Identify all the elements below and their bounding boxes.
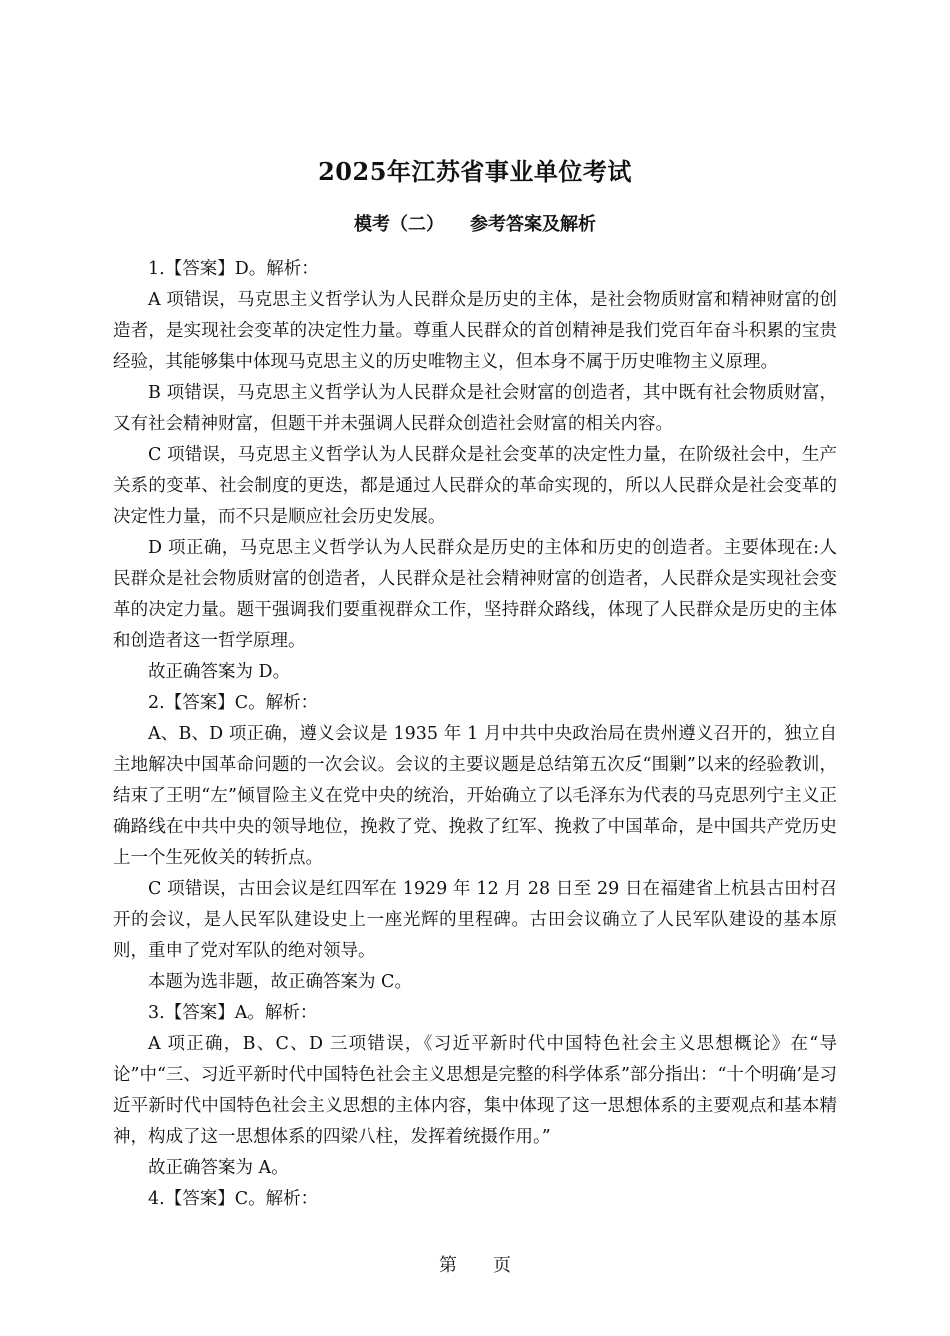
question-2-option-abd: A、B、D 项正确，遵义会议是 1935 年 1 月中共中央政治局在贵州遵义召开的，独立自主地解决中国革命问题的一次会议。会议的主要议题是总结第五次反“围剿”以来的经验教训，结束了王明“左”倾冒险主义在党中央的统治，开始确立了以毛泽东为代表的马克思列宁主义正确路线在中共中央的领导地位，挽救了党、挽救了红军、挽救了中国革命，是中国共产党历史上一个生死攸关的转折点。	[113, 724, 837, 868]
document-title: 2025年江苏省事业单位考试	[318, 157, 632, 186]
question-1-option-a: A 项错误，马克思主义哲学认为人民群众是历史的主体，是社会物质财富和精神财富的创造者，是实现社会变革的决定性力量。尊重人民群众的首创精神是我们党百年奋斗积累的宝贵经验，其能够集中体现马克思主义的历史唯物主义，但本身不属于历史唯物主义原理。	[113, 290, 837, 372]
footer-page-prefix: 第	[439, 1255, 457, 1276]
question-3-header: 3.【答案】A。解析：	[148, 1003, 318, 1023]
question-1-option-b: B 项错误，马克思主义哲学认为人民群众是社会财富的创造者，其中既有社会物质财富，又有社会精神财富，但题干并未强调人民群众创造社会财富的相关内容。	[113, 383, 837, 434]
answer-content	[113, 254, 837, 1215]
question-3-explanation: A 项正确，B、C、D 三项错误，《习近平新时代中国特色社会主义思想概论》在“导论”中“三、习近平新时代中国特色社会主义思想是完整的科学体系”部分指出：“十个明确’是习近平新时代中国特色社会主义思想的主体内容，集中体现了这一思想体系的主要观点和基本精神，构成了这一思想体系的四梁八柱，发挥着统摄作用。”	[113, 1034, 837, 1147]
question-1-option-c: C 项错误，马克思主义哲学认为人民群众是社会变革的决定性力量，在阶级社会中，生产关系的变革、社会制度的更迭，都是通过人民群众的革命实现的，所以人民群众是社会变革的决定性力量，而不只是顺应社会历史发展。	[113, 445, 837, 527]
question-4-header: 4.【答案】C。解析：	[148, 1189, 319, 1209]
question-2-conclusion: 本题为选非题，故正确答案为 C。	[148, 972, 412, 992]
subtitle-answer-label: 参考答案及解析	[470, 214, 596, 235]
question-2-header: 2.【答案】C。解析：	[148, 693, 319, 713]
question-3-conclusion: 故正确答案为 A。	[148, 1158, 289, 1178]
document-subtitle	[0, 210, 950, 236]
footer-page-suffix: 页	[493, 1255, 511, 1276]
question-1-conclusion: 故正确答案为 D。	[148, 662, 291, 682]
question-1-option-d: D 项正确，马克思主义哲学认为人民群众是历史的主体和历史的创造者。主要体现在:人民群众是社会物质财富的创造者，人民群众是社会精神财富的创造者，人民群众是实现社会变革的决定力量。题干强调我们要重视群众工作，坚持群众路线，体现了人民群众是历史的主体和创造者这一哲学原理。	[113, 538, 837, 651]
question-2-option-c: C 项错误，古田会议是红四军在 1929 年 12 月 28 日至 29 日在福建省上杭县古田村召开的会议，是人民军队建设史上一座光辉的里程碑。古田会议确立了人民军队建设的基本原则，重申了党对军队的绝对领导。	[113, 879, 837, 961]
page-footer	[0, 1251, 950, 1277]
subtitle-exam-name: 模考（二）	[354, 214, 444, 235]
question-1-header: 1.【答案】D。解析：	[148, 259, 319, 279]
